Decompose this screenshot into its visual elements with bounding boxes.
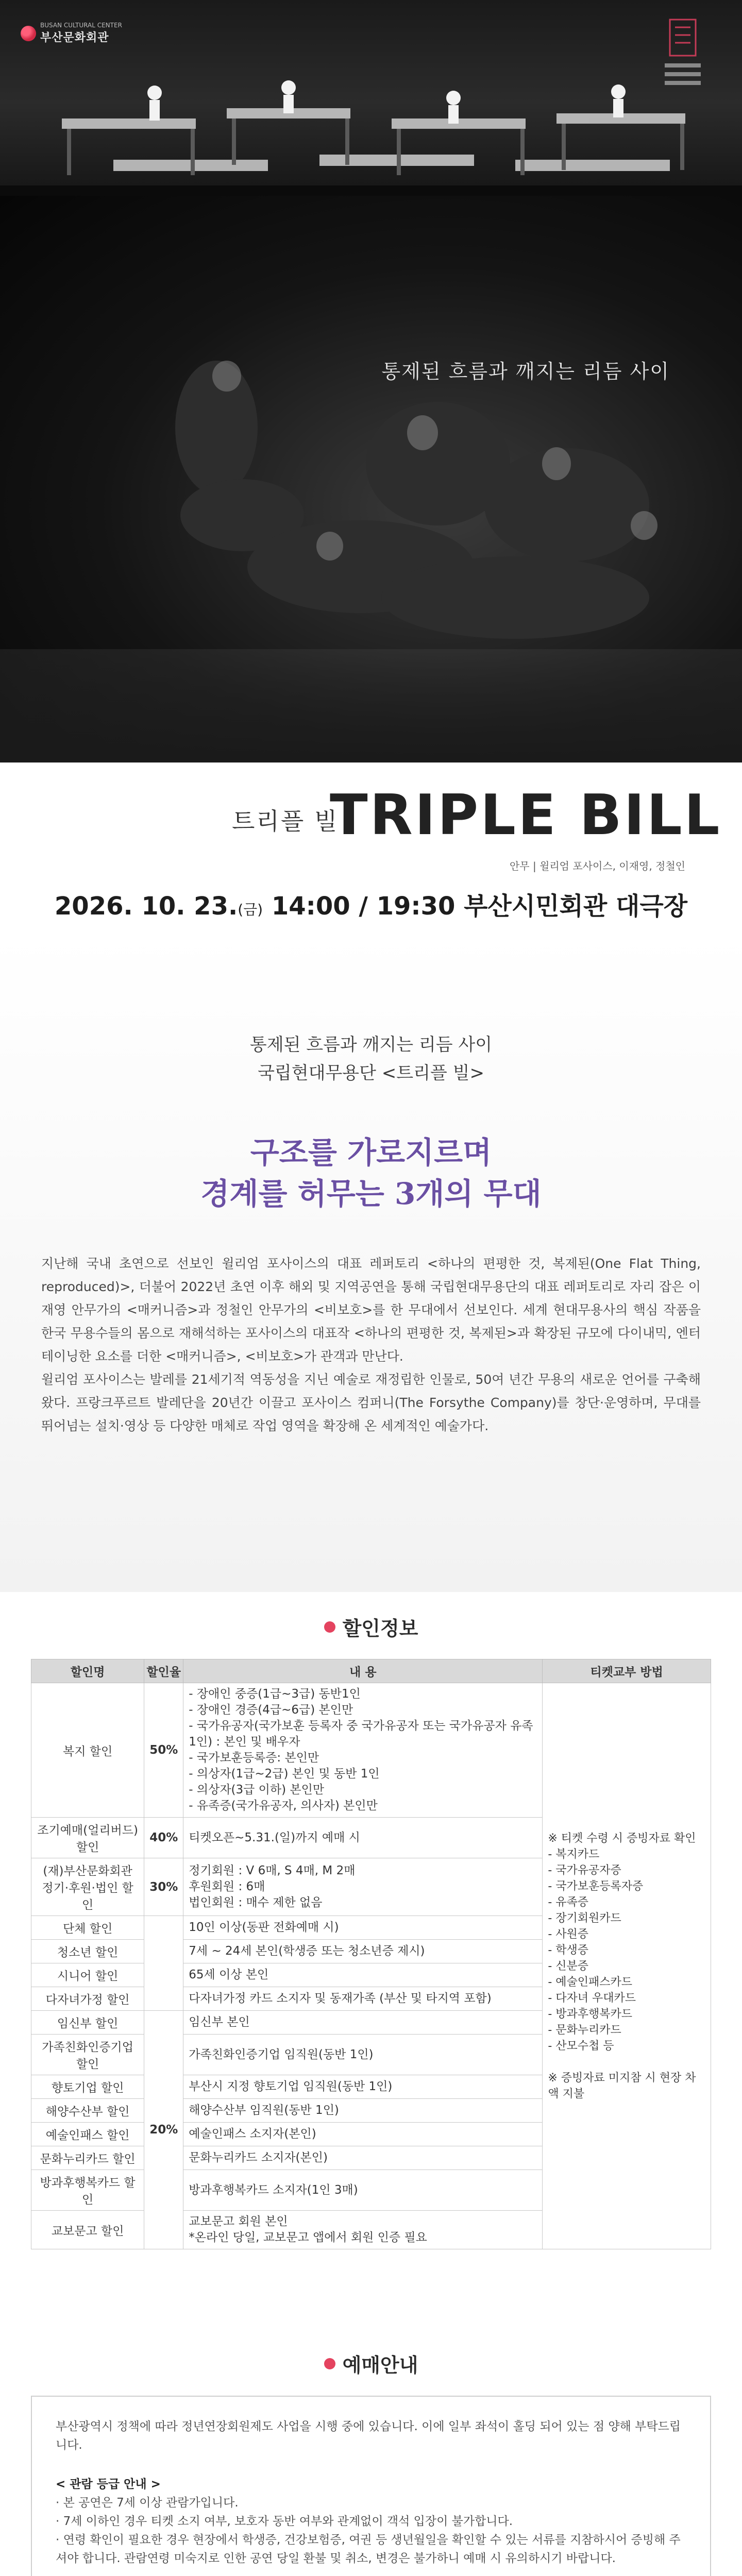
discount-name: 방과후행복카드 할인	[31, 2170, 144, 2211]
logo-name: 부산문화회관	[40, 31, 109, 44]
notice-sec1-body: · 본 공연은 7세 이상 관람가입니다. · 7세 이하인 경우 티켓 소지 여부, 보호자 동반 여부와 관계없이 객석 입장이 불가합니다. · 연령 확인이 필요한 경우 현장에서 학생증, 건강보험증, 여권 등 생년월일을 확인할 수 있는 서류를 지참하시어 증빙해 주셔야 합니다. 관람연령 미숙지로 인한 공연 당일 환불 및 취소, 변경은 불가하니 예매 시 유의하시기 바랍니다.	[56, 2496, 681, 2565]
notice-box	[31, 2396, 711, 2576]
discount-content: 10인 이상(동판 전화예매 시)	[183, 1916, 543, 1940]
discount-name: 청소년 할인	[31, 1940, 144, 1963]
discount-content: 65세 이상 본인	[183, 1963, 543, 1987]
title-english: TRIPLE BILL	[330, 783, 722, 848]
organizer-logo[interactable]	[21, 22, 122, 45]
choreographer-credit: 안무 | 윌리엄 포사이스, 이재영, 정철인	[509, 860, 685, 872]
logo-english: BUSAN CULTURAL CENTER	[40, 22, 122, 29]
discount-name: 조기예매(얼리버드) 할인	[31, 1818, 144, 1858]
discount-section	[0, 1592, 742, 2339]
intro-paragraph-1: 지난해 국내 초연으로 선보인 윌리엄 포사이스의 대표 레퍼토리 <하나의 편평한 것, 복제된(One Flat Thing, reproduced)>, 더불어 2022년 초연 이후 해외 및 지역공연을 통해 국립현대무용단의 대표 레퍼토리로 자리 잡은 이재영 안무가의 <매커니즘>과 정철인 안무가의 <비보호>를 한 무대에서 선보인다. 세계 현대무용사의 핵심 작품을 한국 무용수들의 몸으로 재해석하는 포사이스의 대표작 <하나의 편평한 것, 복제된>과 확장된 규모에 다이내믹, 엔터테이닝한 요소를 더한 <매커니즘>, <비보호>가 관객과 만난다.	[41, 1256, 701, 1364]
intro-headline-1: 구조를 가로지르며	[250, 1135, 492, 1170]
header-content: 내 용	[183, 1659, 543, 1683]
discount-content: 문화누리카드 소지자(본인)	[183, 2146, 543, 2170]
section-dot-icon	[324, 1621, 335, 1633]
discount-content: 해양수산부 임직원(동반 1인)	[183, 2099, 543, 2123]
discount-content: 교보문고 회원 본인 *온라인 당일, 교보문고 앱에서 회원 인증 필요	[183, 2211, 543, 2249]
discount-name: 문화누리카드 할인	[31, 2146, 144, 2170]
discount-content: 예술인패스 소지자(본인)	[183, 2123, 543, 2146]
header-rate: 할인율	[144, 1659, 183, 1683]
discount-name: 교보문고 할인	[31, 2211, 144, 2249]
discount-content: 방과후행복카드 소지자(1인 3매)	[183, 2170, 543, 2211]
discount-content: 다자녀가정 카드 소지자 및 동재가족 (부산 및 타지역 포함)	[183, 1987, 543, 2011]
discount-rate: 40%	[144, 1818, 183, 1858]
discount-row	[31, 1683, 711, 1818]
notice-intro: 부산광역시 정책에 따라 정년연장회원제도 사업을 시행 중에 있습니다. 이에 일부 좌석이 홀딩 되어 있는 점 양해 부탁드립니다.	[56, 2420, 681, 2452]
stage-photo	[0, 196, 742, 762]
performance-date: 2026. 10. 23.	[54, 892, 238, 921]
section-dot-icon	[324, 2358, 335, 2369]
discount-content: 임신부 본인	[183, 2011, 543, 2035]
performance-weekday: (금)	[238, 901, 263, 918]
intro-body	[41, 1252, 701, 1437]
hero-banner	[0, 0, 742, 762]
notice-sec1-title: < 관람 등급 안내 >	[56, 2478, 161, 2491]
discount-table-header	[31, 1659, 711, 1683]
discount-content: 가족친화인증기업 임직원(동반 1인)	[183, 2035, 543, 2075]
hero-subtitle: 통제된 흐름과 깨지는 리듬 사이	[381, 360, 670, 383]
notice-heading	[0, 2349, 742, 2378]
header-name: 할인명	[31, 1659, 144, 1683]
intro-paragraph-2: 윌리엄 포사이스는 발레를 21세기적 역동성을 지닌 예술로 재정립한 인물로, 50여 년간 무용의 새로운 언어를 구축해왔다. 프랑크푸르트 발레단을 20년간 이끌고 포사이스 컴퍼니(The Forsythe Company)를 창단·운영하며, 무대를 뛰어넘는 설치·영상 등 다양한 매체로 작업 영역을 확장해 온 세계적인 예술가다.	[41, 1372, 701, 1433]
discount-name: (재)부산문화회관 정기·후원·법인 할인	[31, 1858, 144, 1916]
discount-name: 시니어 할인	[31, 1963, 144, 1987]
intro-headline-2: 경계를 허무는 3개의 무대	[200, 1176, 542, 1211]
header-proof: 티켓교부 방법	[543, 1659, 711, 1683]
discount-rate: 50%	[144, 1683, 183, 1818]
discount-content: - 장애인 중증(1급~3급) 동반1인 - 장애인 경증(4급~6급) 본인만 - 국가유공자(국가보훈 등록자 중 국가유공자 또는 국가유공자 유족 1인) : 본인 및 배우자 - 국가보훈등록증: 본인만 - 의상자(1급~2급) 본인 및 동반 1인 - 의상자(3급 이하) 본인만 - 유족증(국가유공자, 의사자) 본인만	[183, 1683, 543, 1818]
discount-rate: 20%	[144, 2011, 183, 2249]
discount-name: 향토기업 할인	[31, 2075, 144, 2099]
intro-lead-1: 통제된 흐름과 깨지는 리듬 사이	[249, 1035, 493, 1055]
discount-name: 임신부 할인	[31, 2011, 144, 2035]
discount-content: 정기회원 : V 6매, S 4매, M 2매 후원회원 : 6매 법인회원 : 매수 제한 없음	[183, 1858, 543, 1916]
discount-content: 7세 ~ 24세 본인(학생증 또는 청소년증 제시)	[183, 1940, 543, 1963]
discount-table	[31, 1659, 711, 2249]
discount-name: 단체 할인	[31, 1916, 144, 1940]
discount-content: 티켓오픈~5.31.(일)까지 예매 시	[183, 1818, 543, 1858]
discount-name: 복지 할인	[31, 1683, 144, 1818]
logo-mark-icon	[21, 26, 36, 41]
booking-notice-section	[0, 2339, 742, 2576]
discount-rate	[144, 1916, 183, 2011]
title-block	[0, 762, 742, 933]
ticket-proof-list: ※ 티켓 수령 시 증빙자료 확인 - 복지카드 - 국가유공자증 - 국가보훈등록자증 - 유족증 - 장기회원카드 - 사원증 - 학생증 - 신분증 - 예술인패스카드 - 다자녀 우대카드 - 방과후행복카드 - 문화누리카드 - 산모수첩 등 ※ 증빙자료 미지참 시 현장 차액 지불	[543, 1683, 711, 2249]
notice-heading-text: 예매안내	[342, 2354, 418, 2377]
theatre-seal-icon	[660, 14, 706, 97]
discount-content: 부산시 지정 향토기업 임직원(동반 1인)	[183, 2075, 543, 2099]
discount-heading-text: 할인정보	[342, 1617, 418, 1640]
discount-name: 예술인패스 할인	[31, 2123, 144, 2146]
date-time-venue	[0, 886, 742, 922]
intro-lead-2: 국립현대무용단 <트리플 빌>	[258, 1063, 484, 1083]
intro-section	[0, 933, 742, 1592]
discount-name: 해양수산부 할인	[31, 2099, 144, 2123]
discount-name: 가족친화인증기업 할인	[31, 2035, 144, 2075]
discount-heading	[0, 1613, 742, 1641]
table-dancers-photo	[0, 31, 742, 201]
performance-time-venue: 14:00 / 19:30 부산시민회관 대극장	[263, 892, 688, 921]
discount-rate: 30%	[144, 1858, 183, 1916]
discount-name: 다자녀가정 할인	[31, 1987, 144, 2011]
title-korean: 트리플 빌	[232, 807, 339, 835]
stage-floor	[0, 649, 742, 762]
